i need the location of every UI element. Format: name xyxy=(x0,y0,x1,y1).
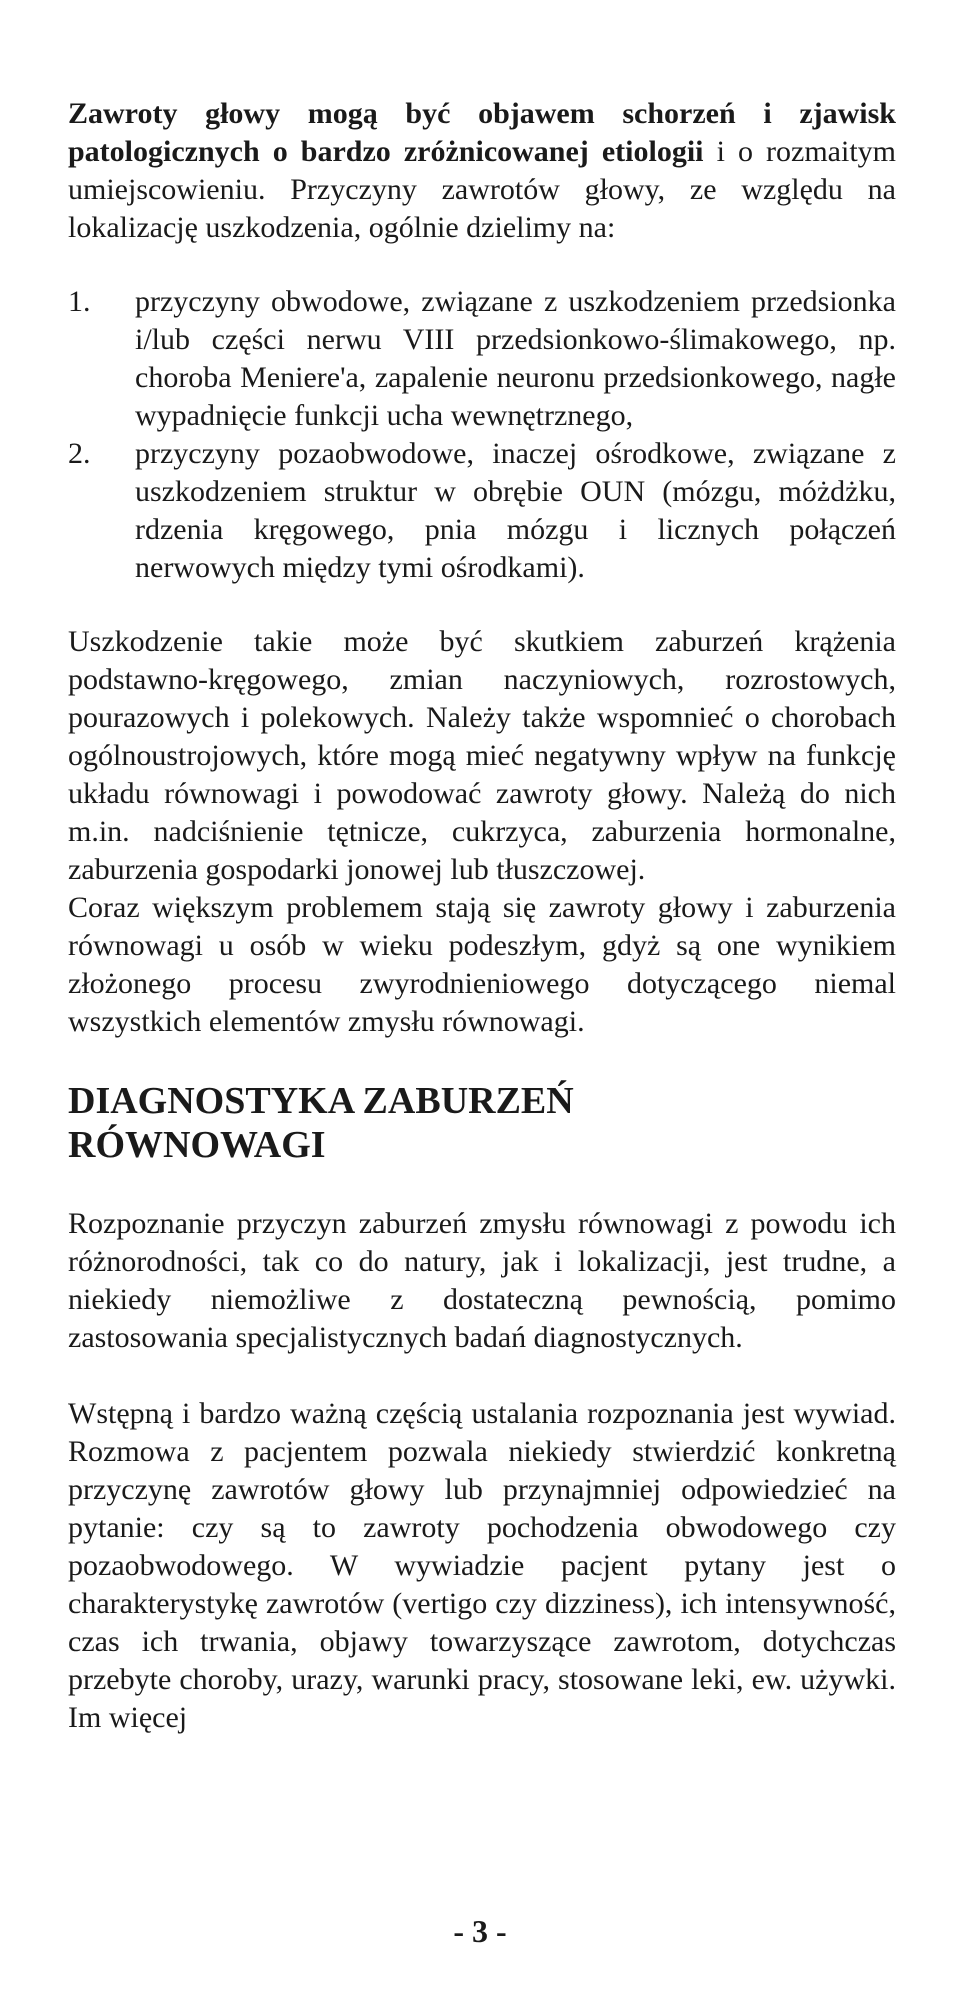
intro-text: i o rozmaitym umiejscowieniu. Przyczyny zawrotów głowy, ze względu na lokalizację uszkodzenia, ogólnie dzielimy na: xyxy=(68,135,897,244)
list-item xyxy=(68,283,896,435)
section-title-line-2: RÓWNOWAGI xyxy=(68,1124,326,1166)
intro-paragraph xyxy=(68,95,896,247)
intro-bold-text: Zawroty głowy mogą być objawem schorzeń i zjawisk patologicznych o bardzo zróżnicowanej etiologii xyxy=(68,97,896,168)
spacer xyxy=(68,1041,896,1079)
damage-paragraph: Uszkodzenie takie może być skutkiem zaburzeń krążenia podstawno-kręgowego, zmian naczyniowych, rozrostowych, pourazowych i polekowych. Należy także wspomnieć o chorobach ogólnoustrojowych, które mogą mieć negatywny wpływ na funkcję układu równowagi i powodować zawroty głowy. Należą do nich m.in. nadciśnienie tętnicze, cukrzyca, zaburzenia hormonalne, zaburzenia gospodarki jonowej lub tłuszczowej. xyxy=(68,625,896,886)
section-title-line-1: DIAGNOSTYKA ZABURZEŃ xyxy=(68,1080,574,1122)
elderly-paragraph: Coraz większym problemem stają się zawroty głowy i zaburzenia równowagi u osób w wieku podeszłym, gdyż są one wynikiem złożonego procesu zwyrodnieniowego dotyczącego niemal wszystkich elementów zmysłu równowagi. xyxy=(68,891,896,1038)
spacer xyxy=(68,247,896,283)
list-item-text: przyczyny obwodowe, związane z uszkodzeniem przedsionka i/lub części nerwu VIII przedsionkowo-ślimakowego, np. choroba Meniere'a, zapalenie neuronu przedsionkowego, nagłe wypadnięcie funkcji ucha wewnętrznego, xyxy=(135,285,896,432)
causes-list xyxy=(68,283,896,587)
list-item-number: 1. xyxy=(68,285,91,318)
spacer xyxy=(68,587,896,623)
page-number: - 3 - xyxy=(453,1913,507,1949)
list-item-number: 2. xyxy=(68,437,91,470)
spacer xyxy=(68,1357,896,1395)
list-item xyxy=(68,435,896,587)
spacer xyxy=(68,1167,896,1205)
diagnosis-paragraph: Rozpoznanie przyczyn zaburzeń zmysłu równowagi z powodu ich różnorodności, tak co do natury, jak i lokalizacji, jest trudne, a niekiedy niemożliwe z dostateczną pewnością, pomimo zastosowania specjalistycznych badań diagnostycznych. xyxy=(68,1207,896,1354)
list-item-text: przyczyny pozaobwodowe, inaczej ośrodkowe, związane z uszkodzeniem struktur w obrębie OUN (mózgu, móżdżku, rdzenia kręgowego, pnia mózgu i licznych połączeń nerwowych między tymi ośrodkami). xyxy=(135,437,896,584)
section-title xyxy=(68,1079,896,1167)
interview-paragraph: Wstępną i bardzo ważną częścią ustalania rozpoznania jest wywiad. Rozmowa z pacjentem pozwala niekiedy stwierdzić konkretną przyczynę zawrotów głowy lub przynajmniej odpowiedzieć na pytanie: czy są to zawroty pochodzenia obwodowego czy pozaobwodowego. W wywiadzie pacjent pytany jest o charakterystykę zawrotów (vertigo czy dizziness), ich intensywność, czas ich trwania, objawy towarzyszące zawrotom, dotychczas przebyte choroby, urazy, warunki pracy, stosowane leki, ew. używki. Im więcej xyxy=(68,1397,896,1734)
